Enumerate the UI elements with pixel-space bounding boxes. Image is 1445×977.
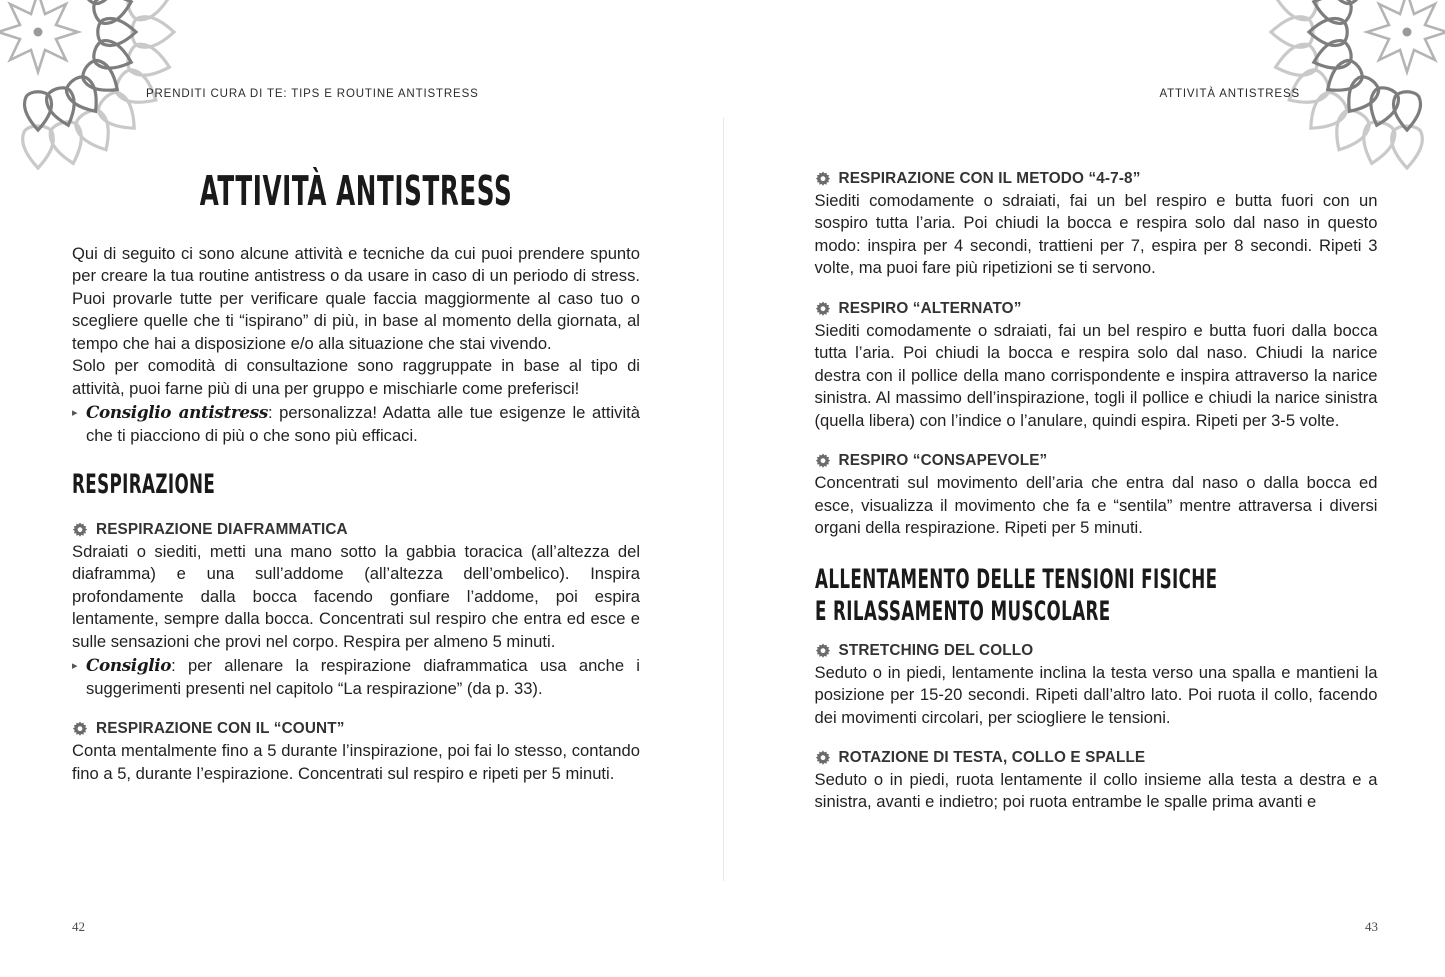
triangle-bullet-icon: ▸	[72, 660, 78, 673]
tip-antistress-text: : personalizza! Adatta alle tue esigenze le attività che ti piacciono di più o che sono più efficaci.	[86, 403, 640, 445]
item-body: Siediti comodamente o sdraiati, fai un bel respiro e butta fuori dalla bocca tutta l’aria. Poi chiudi la bocca e respira solo dal naso. Chiudi la narice destra con il pollice della mano corrispondente e inspira attraverso la narice sinistra. Al massimo dell’inspirazione, togli il pollice e chiudi la narice sinistra (quella libera) con l’indice o l’anulare, quindi espira. Ripeti per 3-5 volte.	[814, 320, 1378, 430]
right-column	[815, 170, 1378, 814]
gear-icon	[815, 171, 831, 187]
section-heading-allentamento-line1: ALLENTAMENTO DELLE TENSIONI FISICHE	[814, 563, 1217, 595]
item-body: Conta mentalmente fino a 5 durante l’inspirazione, poi fai lo stesso, contando fino a 5, durante l’espirazione. Concentrati sul respiro e ripeti per 5 minuti.	[72, 741, 640, 783]
tip-consiglio-lead: Consiglio	[86, 655, 172, 676]
subheading-respiro-alternato	[815, 300, 1378, 318]
item-body: Concentrati sul movimento dell’aria che entra dal naso o dalla bocca ed esce, visualizza il movimento che fa e “sentila” mentre attraversa i diversi organi della respirazione. Ripeti per 5 minuti.	[814, 473, 1378, 538]
subheading-label: ROTAZIONE DI TESTA, COLLO E SPALLE	[838, 748, 1146, 766]
tip-consiglio-body	[86, 654, 640, 700]
running-head-right: ATTIVITÀ ANTISTRESS	[1159, 88, 1300, 100]
section-heading-allentamento-line2: E RILASSAMENTO MUSCOLARE	[814, 595, 1111, 627]
section-heading-respirazione-wrap	[72, 469, 640, 501]
subheading-rotazione-testa	[815, 749, 1378, 767]
item-body: Seduto o in piedi, lentamente inclina la testa verso una spalla e mantieni la posizione per 15-20 secondi. Ripeti dall’altro lato. Poi ruota il collo, facendo dei movimenti circolari, per sciogliere le tensioni.	[814, 662, 1378, 727]
triangle-bullet-icon: ▸	[72, 407, 78, 420]
page-number-left: 42	[72, 919, 85, 934]
gear-icon	[815, 643, 831, 659]
subheading-respiro-consapevole	[815, 452, 1378, 470]
subheading-label: RESPIRO “ALTERNATO”	[838, 299, 1022, 317]
page-title: ATTIVITÀ ANTISTRESS	[199, 167, 513, 215]
tip-consiglio	[72, 654, 640, 700]
running-head-left: PRENDITI CURA DI TE: TIPS E ROUTINE ANTISTRESS	[146, 88, 479, 100]
intro-paragraph-2: Solo per comodità di consultazione sono raggruppate in base al tipo di attività, puoi farne più di una per gruppo e mischiarle come preferisci!	[72, 356, 640, 398]
item-body: Seduto o in piedi, ruota lentamente il collo insieme alla testa a destra e a sinistra, avanti e indietro; poi ruota entrambe le spalle prima avanti e	[814, 769, 1378, 812]
tip-consiglio-text: : per allenare la respirazione diaframmatica usa anche i suggerimenti presenti nel capitolo “La respirazione” (da p. 33).	[86, 656, 640, 698]
gear-icon	[815, 750, 831, 766]
subheading-label: RESPIRO “CONSAPEVOLE”	[838, 452, 1048, 470]
tip-antistress-lead: Consiglio antistress	[86, 402, 268, 423]
subheading-stretching-collo	[815, 642, 1378, 660]
gear-icon	[815, 301, 831, 317]
subheading-metodo-478	[815, 170, 1378, 188]
subheading-respirazione-count	[72, 720, 640, 738]
gear-icon	[72, 721, 88, 737]
subheading-label: RESPIRAZIONE CON IL “COUNT”	[96, 720, 345, 738]
gear-icon	[72, 522, 88, 538]
section-heading-respirazione: RESPIRAZIONE	[72, 468, 216, 500]
page-right	[723, 0, 1445, 977]
section-heading-allentamento-wrap	[815, 564, 1378, 628]
subheading-label: STRETCHING DEL COLLO	[838, 641, 1034, 659]
subheading-label: RESPIRAZIONE DIAFRAMMATICA	[96, 520, 348, 538]
tip-antistress-body	[86, 401, 640, 447]
item-body: Sdraiati o siediti, metti una mano sotto la gabbia toracica (all’altezza del diaframma) e una sull’addome (all’altezza dell’ombelico). Inspira profondamente dalla bocca facendo gonfiare l’addome, poi espira lentamente, sempre dalla bocca. Concentrati sul respiro che entra ed esce e sulle sensazioni che provi nel corpo. Respira per almeno 5 minuti.	[72, 541, 640, 651]
left-column	[72, 167, 640, 785]
gear-icon	[815, 453, 831, 469]
page-number-right: 43	[1365, 919, 1378, 934]
item-body: Siediti comodamente o sdraiati, fai un bel respiro e butta fuori con un sospiro tutta l’aria. Poi chiudi la bocca e respira solo dal naso in questo modo: inspira per 4 secondi, trattieni per 7, espira per 8 secondi. Ripeti 3 volte, ma puoi fare più ripetizioni se ti servono.	[814, 191, 1378, 278]
tip-antistress	[72, 401, 640, 447]
subheading-label: RESPIRAZIONE CON IL METODO “4-7-8”	[838, 170, 1141, 187]
intro-paragraph-1: Qui di seguito ci sono alcune attività e tecniche da cui puoi prendere spunto per creare la tua routine antistress o da usare in caso di un periodo di stress. Puoi provarle tutte per verificare quale faccia maggiormente al caso tuo o scegliere quelle che ti “ispirano” di più, in base al momento della giornata, al tempo che hai a disposizione e/o alla situazione che stai vivendo.	[72, 243, 640, 353]
subheading-respirazione-diaframmatica	[72, 521, 640, 539]
